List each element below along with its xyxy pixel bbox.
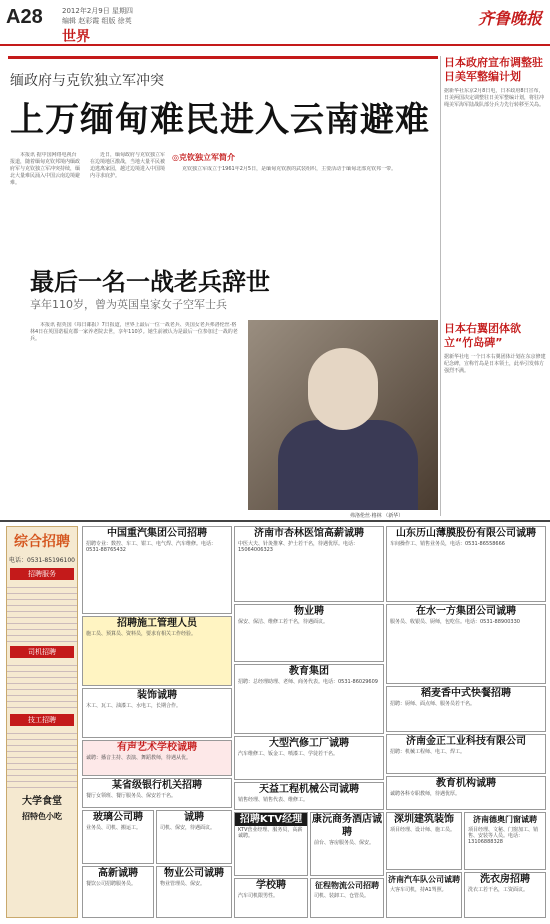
ad-text: 项目经理、文秘、门窗加工、销售、安装等人员。电话：13106888328: [468, 827, 539, 845]
page-number: A28: [6, 6, 43, 28]
veteran-photo: [248, 320, 438, 510]
story2-body-text: 本报讯 据英国《每日邮报》7日报道，世界上最后一位一战老兵、英国女老兵弗洛伦丝·格林4日在英国诺福克郡一家养老院去世，享年110岁。她生前被认为是最后一位参加过一战的老兵。: [30, 322, 238, 342]
ad-text: 招聘：机械工程师、电工、焊工。: [390, 749, 466, 755]
classifieds-sidebar: [6, 526, 78, 918]
ad-title: 学校聘: [256, 880, 286, 891]
newspaper-logo: 齐鲁晚报: [477, 9, 542, 28]
ad-text: 大客车司机，持A1驾照。: [390, 887, 447, 893]
ad-box: [234, 878, 308, 918]
side-story-1-title: 日本政府宣布调整驻日美军整编计划: [444, 56, 543, 83]
ad-title: 物业聘: [294, 606, 324, 617]
masthead: [0, 0, 550, 46]
photo-credit: （新华）: [383, 513, 404, 519]
photo-caption-text: 弗洛伦丝·格林: [350, 513, 382, 519]
ad-title: 教育机构诚聘: [436, 778, 496, 789]
story-divider: [8, 56, 438, 59]
ad-text: 招聘：厨师、面点师、服务员若干名。: [390, 701, 476, 707]
story1-body-col2: [90, 152, 165, 252]
ad-title: 某省级银行机关招聘: [112, 780, 202, 791]
ad-text: 木工、瓦工、油漆工、水电工，长期合作。: [86, 703, 182, 709]
ad-text: 汽车维修工、钣金工、喷漆工、学徒若干名。: [238, 751, 339, 757]
story1-body-col1: [10, 152, 80, 252]
ad-box: [386, 812, 462, 870]
ad-text: 保安、保洁、维修工若干名，待遇面议。: [238, 619, 329, 625]
ad-title: 诚聘: [184, 812, 204, 823]
story2-body: [30, 322, 240, 512]
ad-box: [82, 688, 232, 738]
canteen-ad-title: 大学食堂: [22, 796, 62, 807]
ad-title: 教育集团: [289, 666, 329, 677]
ad-text: 餐饮公司招聘服务员。: [86, 881, 137, 887]
story1-body-b: 近日，缅甸政府与克钦独立军在边境地区激战，当地大量平民被迫逃离家园，越过边境进入中国境内寻求庇护。: [90, 152, 165, 179]
classifieds-phone: 电话：0531-85196100: [9, 557, 75, 564]
side-story-2-body: 据新华社电 一个日本右翼团体计划在东京修建纪念碑，宣称竹岛是日本领土，此举引发韩方强烈不满。: [444, 354, 546, 374]
ad-text: KTV营业经理、服务员，高薪诚聘。: [238, 827, 303, 839]
ad-title: 深圳建筑装饰: [394, 814, 454, 825]
ad-box: [234, 664, 384, 734]
ad-box: [156, 866, 232, 918]
technicians-list: [7, 728, 77, 788]
ad-box: [310, 812, 384, 876]
ad-text: 洗衣工若干名，工资面议。: [468, 887, 529, 893]
ad-box: [234, 526, 384, 602]
ad-box: [386, 526, 546, 602]
ad-box: [386, 734, 546, 774]
ad-text: 餐厅女领班、餐厅服务员、保安若干名。: [86, 793, 177, 799]
ad-box: [386, 686, 546, 732]
ad-box: [234, 812, 308, 876]
ad-box: [464, 872, 546, 918]
ad-box: [82, 810, 154, 864]
masthead-date: [62, 6, 182, 26]
ad-title: 征程物流公司招聘: [315, 881, 379, 890]
jobs-list: [7, 582, 77, 642]
ad-text: 销售经理、销售代表、维修工。: [238, 797, 309, 803]
side-story-2: [444, 322, 546, 534]
ad-title: 洗衣房招聘: [480, 874, 530, 885]
side-story-1-body: 据新华社东京2月8日电，日本政府8日宣布，日美两国决定调整驻日美军整编计划，将驻冲绳美军海军陆战队部分兵力先行转移至关岛。: [444, 88, 545, 108]
ad-text: 服务员、收银员、厨师，包吃住。电话：0531-88900330: [390, 619, 520, 625]
category-drivers: 司机招聘: [10, 646, 74, 658]
date-text: 2012年2月9日 星期四: [62, 7, 133, 15]
story2-deck: 享年110岁，曾为英国皇家女子空军士兵: [30, 298, 227, 311]
story1-body-c: 克钦独立军成立于1961年2月5日，是缅甸克钦族的武装组织，主要活动于缅甸北部克钦邦一带。: [182, 166, 397, 172]
ad-box: [386, 872, 462, 918]
ad-title: 济南德奥门窗诚聘: [473, 815, 537, 824]
ad-box: [156, 810, 232, 864]
story1-body-a: 本报讯 据中国网络电视台报道，随着缅甸克钦邦境内缅政府军与克钦独立军冲突持续，缅北大量难民涌入中国云南边境避难。: [10, 152, 80, 186]
ad-text: 物业管理员、保安。: [160, 881, 206, 887]
ad-text: 项目经理、设计师、施工员。: [390, 827, 456, 833]
ad-text: 司机、保安，待遇面议。: [160, 825, 216, 831]
photo-caption: [350, 512, 403, 519]
ad-title: 招聘施工管理人员: [117, 618, 197, 629]
ad-title: 济南汽车队公司诚聘: [388, 875, 460, 884]
ad-box: [234, 604, 384, 662]
ad-text: 业务员、司机、搬运工。: [86, 825, 142, 831]
category-jobs: 招聘服务: [10, 568, 74, 580]
story1-body-col3: [172, 166, 432, 252]
story1-kicker: 缅政府与克钦独立军冲突: [10, 73, 164, 89]
ad-box: [386, 604, 546, 684]
classifieds-brand: 综合招聘: [14, 534, 70, 550]
ad-title: 有声艺术学校诚聘: [117, 742, 197, 753]
ad-title: 在水一方集团公司诚聘: [416, 606, 516, 617]
ad-box: [310, 878, 384, 918]
ad-title: 康沅商务酒店诚聘: [312, 814, 382, 838]
ad-title: 物业公司诚聘: [164, 868, 224, 879]
ad-title: 高新诚聘: [98, 868, 138, 879]
ad-box: [82, 866, 154, 918]
ad-box: [82, 526, 232, 614]
ad-text: 诚聘：播音主持、表演、舞蹈教师，待遇从优。: [86, 755, 192, 761]
ad-text: 司机、装卸工、仓管员。: [314, 893, 370, 899]
ad-title: 济南金正工业科技有限公司: [406, 736, 526, 747]
ad-text: 施工员、预算员、资料员，要求有相关工作经验。: [86, 631, 197, 637]
ad-box: [234, 736, 384, 780]
column-divider: [440, 56, 441, 516]
ad-text: 诚聘各科专职教师，待遇优厚。: [390, 791, 461, 797]
category-technicians: 技工招聘: [10, 714, 74, 726]
ad-box: [386, 776, 546, 810]
canteen-ad-sub: 招特色小吃: [22, 812, 62, 821]
ad-box: [234, 782, 384, 810]
ad-title: 中国重汽集团公司招聘: [107, 528, 207, 539]
ad-text: 汽车司机限男性。: [238, 893, 279, 899]
ad-text: 中医大夫、针灸推拿、护士若干名，待遇优厚。电话：15064006323: [238, 541, 359, 553]
ad-title: 招聘KTV经理: [235, 813, 307, 826]
ad-title: 天益工程机械公司诚聘: [259, 784, 359, 795]
ad-title: 山东历山薄膜股份有限公司诚聘: [396, 528, 536, 539]
ad-box: [82, 616, 232, 686]
ad-box: [82, 778, 232, 808]
story1-headline: 上万缅甸难民进入云南避难: [10, 100, 430, 140]
editors-text: 编辑 赵彩霞 组版 徐英: [62, 17, 132, 25]
story2-headline: 最后一名一战老兵辞世: [30, 268, 270, 296]
ad-title: 装饰诚聘: [137, 690, 177, 701]
ad-title: 稻麦香中式快餐招聘: [421, 688, 511, 699]
side-story-1: [444, 56, 546, 288]
drivers-list: [7, 660, 77, 710]
ad-text: 车间操作工、销售业务员，电话：0531-86558666: [390, 541, 505, 547]
ad-text: 前台、客房服务员、保安。: [314, 840, 375, 846]
ad-text: 招聘：总经理助理、老师、商务代表。电话：0531-86029609: [238, 679, 378, 685]
section-label: 世界: [62, 29, 90, 45]
side-story-2-title: 日本右翼团体欲立“竹岛碑”: [444, 322, 521, 349]
ad-box: [464, 812, 546, 870]
ad-text: 招聘专业：数控、车工、钳工、电气焊、汽车维修。电话：0531-88765432: [86, 541, 217, 553]
story1-byline: ◎克钦独立军简介: [172, 153, 235, 162]
ad-title: 玻璃公司聘: [93, 812, 143, 823]
ad-title: 大型汽修工厂诚聘: [269, 738, 349, 749]
ad-box: [82, 740, 232, 776]
ad-title: 济南市杏林医馆高薪诚聘: [254, 528, 364, 539]
